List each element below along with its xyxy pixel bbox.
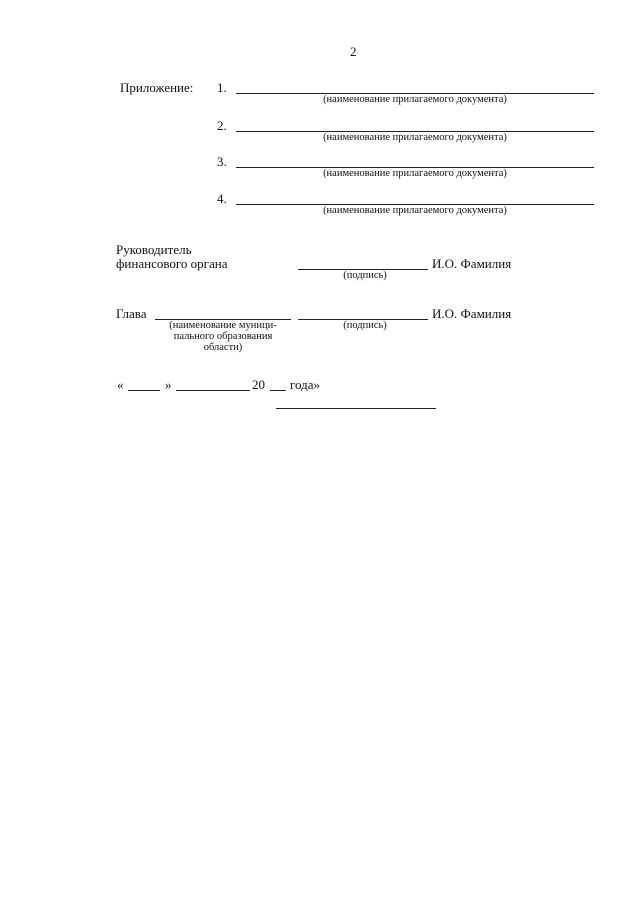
chief-name: И.О. Фамилия [432, 306, 512, 321]
date-suffix: года» [290, 377, 321, 392]
municipality-caption-line: (наименование муници- [169, 320, 277, 331]
head-name: И.О. Фамилия [432, 256, 512, 271]
date-century: 20 [252, 377, 265, 392]
date-open-quote: « [117, 377, 124, 392]
attachment-number: 1. [217, 80, 227, 95]
municipality-caption [148, 320, 298, 353]
attachment-caption: (наименование прилагаемого документа) [323, 94, 507, 105]
page-number: 2 [350, 44, 357, 59]
date-close-quote: » [165, 377, 172, 392]
attachments-label: Приложение: [120, 80, 194, 95]
municipality-caption-line: пального образования [173, 331, 273, 342]
attachment-caption: (наименование прилагаемого документа) [323, 205, 507, 216]
attachment-number: 3. [217, 154, 227, 169]
municipality-caption-line: области) [203, 342, 243, 353]
head-signature-caption: (подпись) [343, 270, 387, 281]
head-title-line1: Руководитель [116, 242, 192, 257]
date-month-line[interactable] [176, 390, 250, 391]
attachment-caption: (наименование прилагаемого документа) [323, 132, 507, 143]
chief-signature-caption: (подпись) [343, 320, 387, 331]
date-day-line[interactable] [128, 390, 160, 391]
attachment-number: 2. [217, 118, 227, 133]
closing-rule [276, 408, 436, 409]
head-title-line2: финансового органа [116, 256, 228, 271]
chief-title: Глава [116, 306, 147, 321]
date-year-line[interactable] [270, 390, 286, 391]
attachment-number: 4. [217, 191, 227, 206]
attachment-caption: (наименование прилагаемого документа) [323, 168, 507, 179]
